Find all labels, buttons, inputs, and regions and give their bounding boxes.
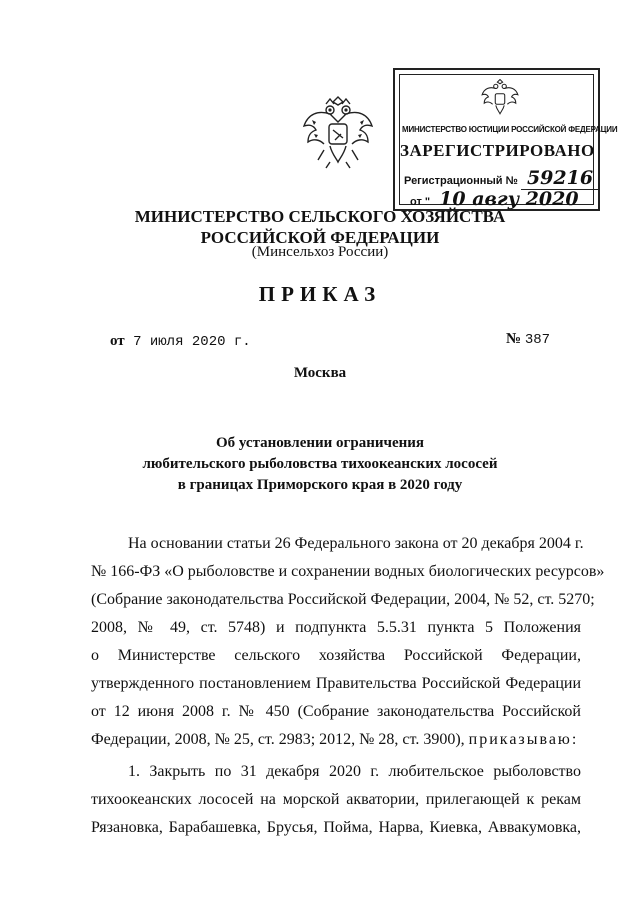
body-line: 1. Закрыть по 31 декабря 2020 г. любительское рыболовство <box>128 763 581 780</box>
title-line-1: Об установлении ограничения <box>215 435 425 451</box>
document-number <box>506 331 550 348</box>
stamp-status: ЗАРЕГИСТРИРОВАНО <box>400 141 595 160</box>
date-value: 7 июля 2020 г. <box>133 334 251 350</box>
ministry-line-1: МИНИСТЕРСТВО СЕЛЬСКОГО ХОЗЯЙСТВА <box>134 207 506 226</box>
title-line-3: в границах Приморского края в 2020 году <box>177 477 463 493</box>
stamp-frame <box>399 74 618 210</box>
document-title <box>0 433 640 496</box>
stamp-reg-label: Регистрационный № <box>404 175 518 187</box>
city: Москва <box>293 365 347 381</box>
date-prefix: от <box>110 333 125 349</box>
body-line: от 12 июня 2008 г. № 450 (Собрание законодательства Российской <box>91 703 581 720</box>
ministry-line-2: РОССИЙСКОЙ ФЕДЕРАЦИИ <box>200 228 440 247</box>
body-line: Рязановка, Барабашевка, Брусья, Пойма, Нарва, Киевка, Аввакумовка, <box>91 819 581 836</box>
document-type: ПРИКАЗ <box>258 282 382 306</box>
ministry-name <box>0 206 640 248</box>
stamp-reg-number: 59216 <box>521 167 599 190</box>
body-line: (Собрание законодательства Российской Федерации, 2004, № 52, ст. 5270; <box>91 591 595 608</box>
stamp-registration-number <box>404 167 599 189</box>
body-line: о Министерстве сельского хозяйства Российской Федерации, <box>91 647 581 664</box>
ministry-short-name: (Минсельхоз России) <box>251 244 389 260</box>
russian-coat-of-arms-icon <box>478 79 522 119</box>
title-line-2: любительского рыболовства тихоокеанских лососей <box>142 456 498 472</box>
body-line: тихоокеанских лососей на морской акватории, прилегающей к рекам <box>91 791 581 808</box>
document-date <box>110 333 251 350</box>
body-line: 2008, № 49, ст. 5748) и подпункта 5.5.31 пункта 5 Положения <box>91 619 581 636</box>
number-prefix: № <box>506 331 522 347</box>
number-value: 387 <box>524 332 551 348</box>
body-line: На основании статьи 26 Федерального закона от 20 декабря 2004 г. <box>128 535 584 552</box>
stamp-date-label: от " <box>410 196 431 208</box>
registration-stamp <box>393 68 618 211</box>
body-line <box>91 731 578 749</box>
body-line: № 166-ФЗ «О рыболовстве и сохранении водных биологических ресурсов» <box>91 563 605 580</box>
order-word: приказываю: <box>468 731 579 748</box>
stamp-ministry-name: МИНИСТЕРСТВО ЮСТИЦИИ РОССИЙСКОЙ ФЕДЕРАЦИИ <box>402 125 618 134</box>
coat-of-arms <box>300 96 376 172</box>
body-line-text: Федерации, 2008, № 25, ст. 2983; 2012, № 28, ст. 3900), <box>91 731 465 748</box>
russian-coat-of-arms-icon <box>300 96 376 172</box>
stamp-date-value: 10 авгу 2020 <box>433 188 584 211</box>
body-line: утвержденного постановлением Правительства Российской Федерации <box>91 675 581 692</box>
